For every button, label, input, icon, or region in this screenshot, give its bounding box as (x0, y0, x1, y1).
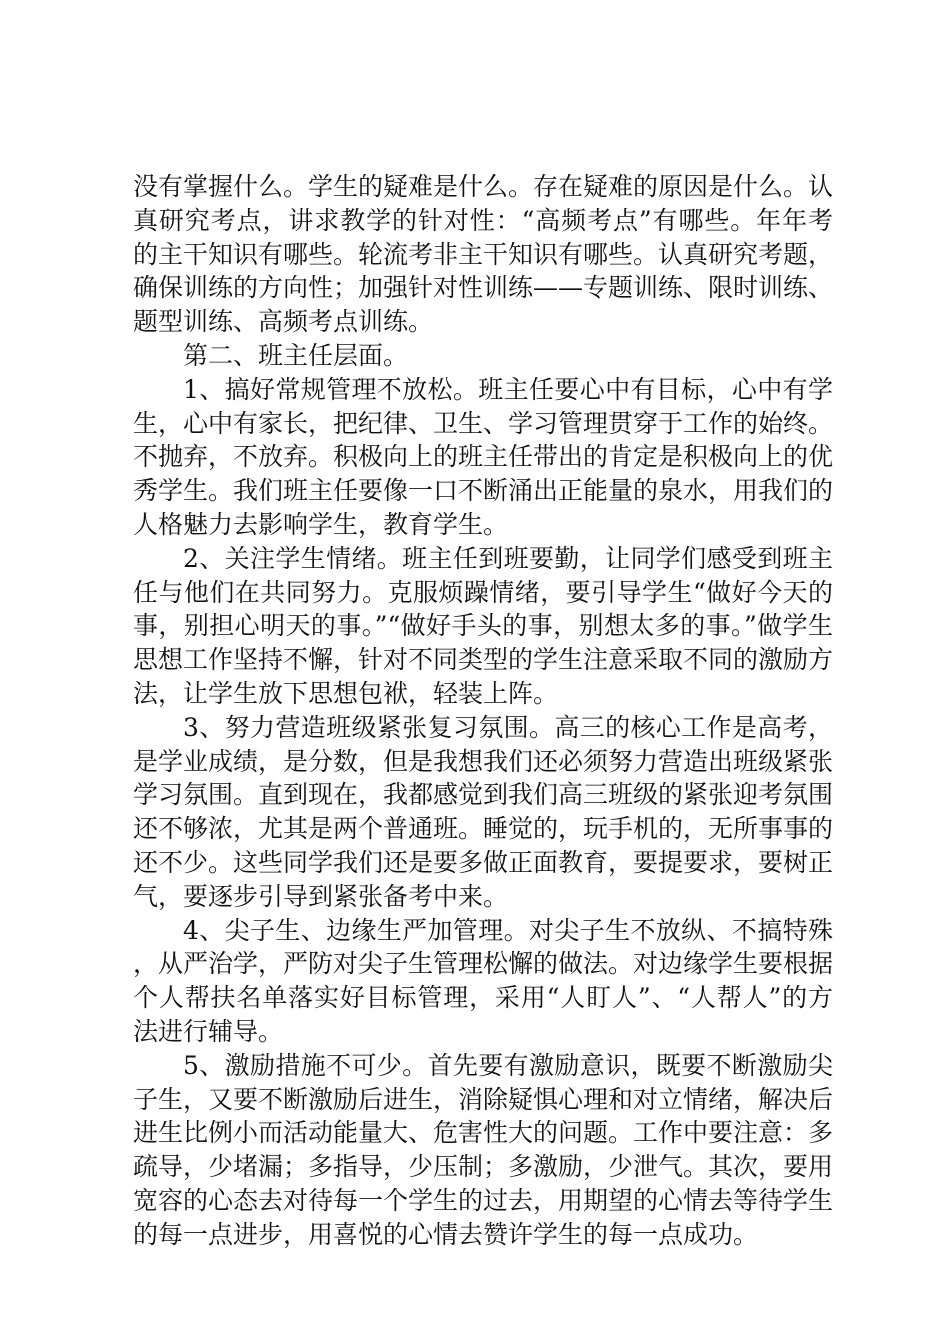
paragraph-item-4-top-and-borderline-students: 4、尖子生、边缘生严加管理。对尖子生不放纵、不搞特殊，从严治学，严防对尖子生管理松懈的做法。对边缘学生要根据个人帮扶名单落实好目标管理，采用“人盯人”、“人帮人”的方法进行辅导。 (133, 915, 834, 1046)
paragraph-item-1-routine-management: 1、搞好常规管理不放松。班主任要心中有目标，心中有学生，心中有家长，把纪律、卫生、学习管理贯穿于工作的始终。不抛弃，不放弃。积极向上的班主任带出的肯定是积极向上的优秀学生。我们班主任要像一口不断涌出正能量的泉水，用我们的人格魅力去影响学生，教育学生。 (133, 374, 834, 539)
document-body (133, 170, 833, 1252)
paragraph-item-2-student-emotions: 2、关注学生情绪。班主任到班要勤，让同学们感受到班主任与他们在共同努力。克服烦躁情绪，要引导学生“做好今天的事，别担心明天的事。”“做好手头的事，别想太多的事。”做学生思想工作坚持不懈，针对不同类型的学生注意采取不同的激励方法，让学生放下思想包袱，轻装上阵。 (133, 543, 834, 708)
paragraph-item-3-review-atmosphere: 3、努力营造班级紧张复习氛围。高三的核心工作是高考，是学业成绩，是分数，但是我想我们还必须努力营造出班级紧张学习氛围。直到现在，我都感觉到我们高三班级的紧张迎考氛围还不够浓，尤其是两个普通班。睡觉的，玩手机的，无所事事的还不少。这些同学我们还是要多做正面教育，要提要求，要树正气，要逐步引导到紧张备考中来。 (133, 712, 834, 911)
paragraph-item-5-incentive-measures: 5、激励措施不可少。首先要有激励意识，既要不断激励尖子生，又要不断激励后进生，消除疑惧心理和对立情绪，解决后进生比例小而活动能量大、危害性大的问题。工作中要注意：多疏导，少堵漏；多指导，少压制；多激励，少泄气。其次，要用宽容的心态去对待每一个学生的过去，用期望的心情去等待学生的每一点进步，用喜悦的心情去赞许学生的每一点成功。 (133, 1050, 834, 1249)
section-heading-class-teacher-level: 第二、班主任层面。 (183, 340, 409, 370)
paragraph-1: 没有掌握什么。学生的疑难是什么。存在疑难的原因是什么。认真研究考点，讲求教学的针对性：“高频考点”有哪些。年年考的主干知识有哪些。轮流考非主干知识有哪些。认真研究考题，确保训练的方向性；加强针对性训练——专题训练、限时训练、题型训练、高频考点训练。 (133, 172, 834, 337)
